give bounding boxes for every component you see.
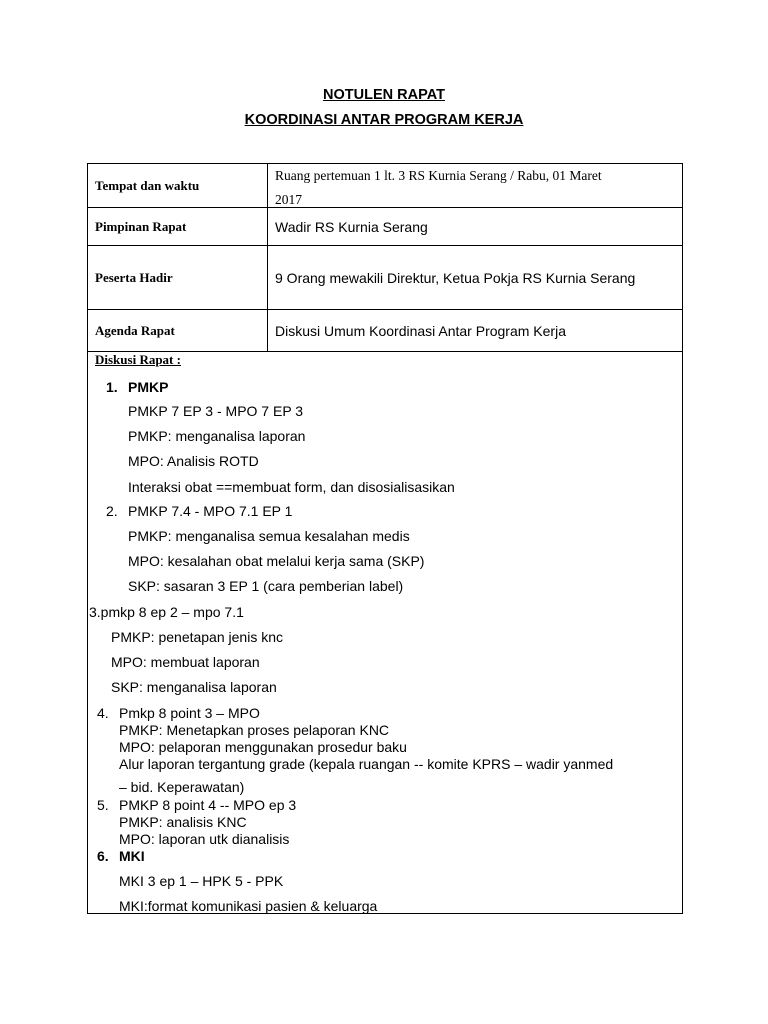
item-line: MPO: pelaporan menggunakan prosedur baku xyxy=(119,739,407,755)
row-label-attendees: Peserta Hadir xyxy=(88,246,268,309)
item-line: Interaksi obat ==membuat form, dan disosialisasikan xyxy=(128,479,455,495)
item-line: MPO: Analisis ROTD xyxy=(128,453,259,469)
item-line: PMKP: menganalisa semua kesalahan medis xyxy=(128,528,410,544)
item-number: 4. xyxy=(97,705,109,721)
item-number: 1. xyxy=(106,379,118,395)
item-title: PMKP xyxy=(128,379,169,395)
row-label-agenda: Agenda Rapat xyxy=(88,310,268,351)
row-label-leader: Pimpinan Rapat xyxy=(88,208,268,245)
item-line: Alur laporan tergantung grade (kepala ruangan -- komite KPRS – wadir yanmed xyxy=(119,756,614,772)
table-row xyxy=(88,164,682,208)
table-row xyxy=(88,246,682,310)
item-number: 6. xyxy=(97,848,109,864)
document-subtitle: KOORDINASI ANTAR PROGRAM KERJA xyxy=(244,112,524,128)
item-line: MKI:format komunikasi pasien & keluarga xyxy=(119,898,378,914)
place-time-line-2: 2017 xyxy=(275,192,302,207)
minutes-table xyxy=(87,163,683,914)
item-title: MKI xyxy=(119,848,145,864)
item-line: MPO: kesalahan obat melalui kerja sama (SKP) xyxy=(128,553,425,569)
item-line: SKP: sasaran 3 EP 1 (cara pemberian label) xyxy=(128,578,404,594)
table-row xyxy=(88,208,682,246)
item-line: PMKP: menganalisa laporan xyxy=(128,428,306,444)
item-line: MKI 3 ep 1 – HPK 5 - PPK xyxy=(119,873,284,889)
item-number: 2. xyxy=(106,503,118,519)
item-line: PMKP 7 EP 3 - MPO 7 EP 3 xyxy=(128,403,304,419)
row-value-leader: Wadir RS Kurnia Serang xyxy=(275,218,428,235)
item-number: 5. xyxy=(97,797,109,813)
item-title: 3.pmkp 8 ep 2 – mpo 7.1 xyxy=(89,604,244,620)
row-value-agenda: Diskusi Umum Koordinasi Antar Program Kerja xyxy=(275,322,566,339)
item-line: SKP: menganalisa laporan xyxy=(111,679,277,695)
item-line: MPO: laporan utk dianalisis xyxy=(119,831,290,847)
table-row xyxy=(88,310,682,352)
item-line: – bid. Keperawatan) xyxy=(119,779,245,795)
document-title: NOTULEN RAPAT xyxy=(323,87,445,103)
item-line: PMKP: penetapan jenis knc xyxy=(111,629,283,645)
place-time-line-1: Ruang pertemuan 1 lt. 3 RS Kurnia Serang / Rabu, 01 Maret xyxy=(275,168,602,183)
item-line: MPO: membuat laporan xyxy=(111,654,260,670)
row-value-attendees: 9 Orang mewakili Direktur, Ketua Pokja RS Kurnia Serang xyxy=(275,269,636,286)
item-title: PMKP 8 point 4 -- MPO ep 3 xyxy=(119,797,297,813)
item-title: Pmkp 8 point 3 – MPO xyxy=(119,705,260,721)
row-label-place-time: Tempat dan waktu xyxy=(88,164,268,207)
item-line: PMKP: Menetapkan proses pelaporan KNC xyxy=(119,722,390,738)
discussion-heading: Diskusi Rapat : xyxy=(95,352,181,367)
item-line: PMKP: analisis KNC xyxy=(119,814,247,830)
item-title: PMKP 7.4 - MPO 7.1 EP 1 xyxy=(128,503,293,519)
row-value-place-time xyxy=(275,164,676,207)
